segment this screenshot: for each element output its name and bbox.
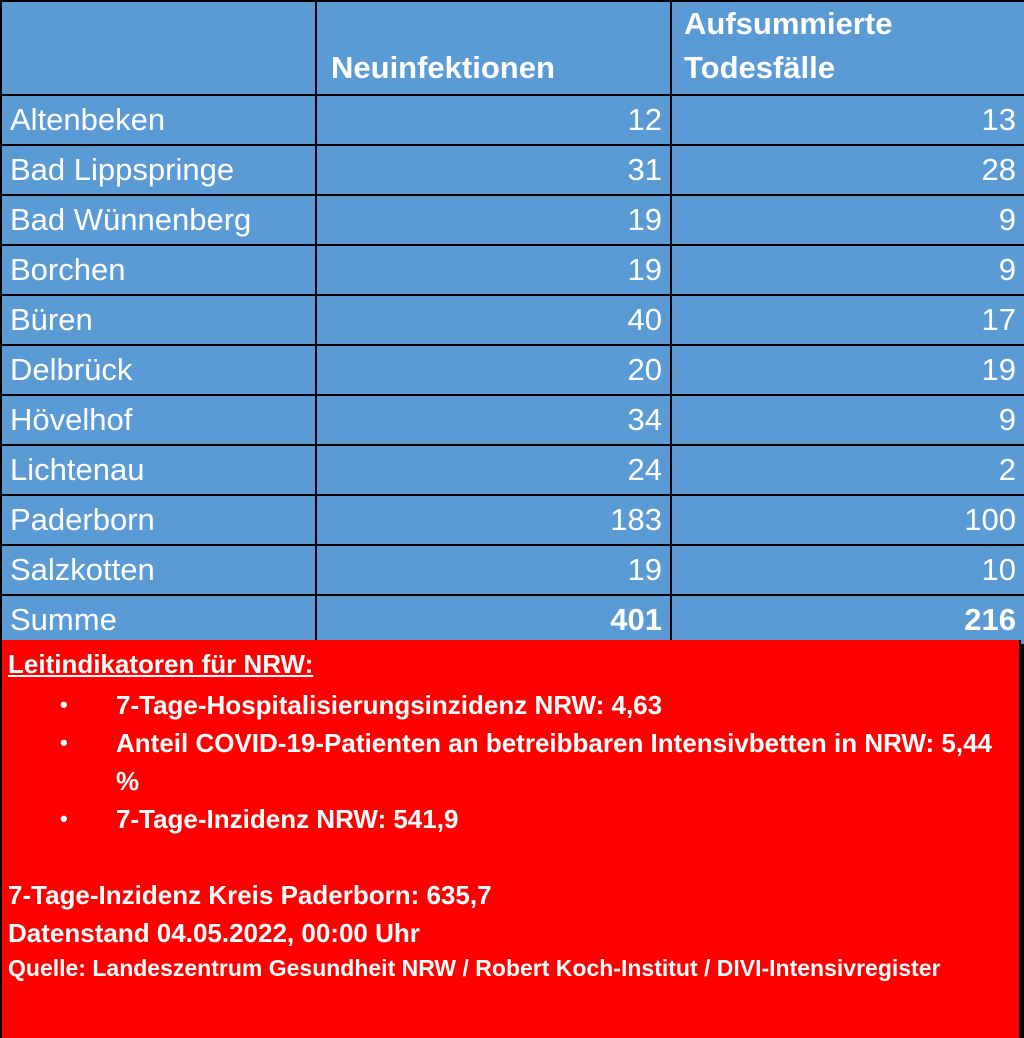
spacer: [8, 838, 1013, 876]
table-row: [1, 395, 1024, 445]
table-header-row: [1, 1, 1024, 95]
table-row: [1, 195, 1024, 245]
indicator-list: [8, 686, 1013, 838]
header-district: [1, 1, 316, 95]
sum-todesfaelle: 216: [671, 595, 1024, 645]
neuinfektionen-value: 34: [316, 395, 671, 445]
district-name: Büren: [1, 295, 316, 345]
kreis-inzidenz: 7-Tage-Inzidenz Kreis Paderborn: 635,7: [8, 880, 492, 910]
table-row: [1, 345, 1024, 395]
district-name: Altenbeken: [1, 95, 316, 145]
header-neuinfektionen: Neuinfektionen: [316, 1, 671, 95]
datenstand: Datenstand 04.05.2022, 00:00 Uhr: [8, 918, 420, 948]
todesfaelle-value: 100: [671, 495, 1024, 545]
bullet-icon: •: [60, 806, 68, 831]
table-row: [1, 495, 1024, 545]
todesfaelle-value: 13: [671, 95, 1024, 145]
list-item: [8, 686, 1013, 724]
todesfaelle-value: 2: [671, 445, 1024, 495]
bullet-icon: •: [60, 730, 68, 755]
district-name: Lichtenau: [1, 445, 316, 495]
bullet-icon: •: [60, 692, 68, 717]
district-name: Bad Wünnenberg: [1, 195, 316, 245]
neuinfektionen-value: 40: [316, 295, 671, 345]
neuinfektionen-value: 19: [316, 195, 671, 245]
header-todesfaelle: Aufsummierte Todesfälle: [671, 1, 1024, 95]
todesfaelle-value: 9: [671, 195, 1024, 245]
district-name: Paderborn: [1, 495, 316, 545]
table-row: [1, 145, 1024, 195]
neuinfektionen-value: 20: [316, 345, 671, 395]
neuinfektionen-value: 19: [316, 245, 671, 295]
indicator-intensivbetten: Anteil COVID-19-Patienten an betreibbaren Intensivbetten in NRW: 5,44 %: [116, 728, 992, 796]
sum-label: Summe: [1, 595, 316, 645]
district-name: Hövelhof: [1, 395, 316, 445]
district-name: Borchen: [1, 245, 316, 295]
todesfaelle-value: 17: [671, 295, 1024, 345]
list-item: [8, 800, 1013, 838]
district-name: Salzkotten: [1, 545, 316, 595]
todesfaelle-value: 9: [671, 395, 1024, 445]
neuinfektionen-value: 12: [316, 95, 671, 145]
district-name: Bad Lippspringe: [1, 145, 316, 195]
neuinfektionen-value: 24: [316, 445, 671, 495]
table-row: [1, 245, 1024, 295]
district-name: Delbrück: [1, 345, 316, 395]
todesfaelle-value: 10: [671, 545, 1024, 595]
todesfaelle-value: 28: [671, 145, 1024, 195]
source-note: Quelle: Landeszentrum Gesundheit NRW / Robert Koch-Institut / DIVI-Intensivregister: [8, 955, 941, 981]
indicator-hospitalisierung: 7-Tage-Hospitalisierungsinzidenz NRW: 4,63: [116, 690, 663, 720]
table-row: [1, 545, 1024, 595]
neuinfektionen-value: 183: [316, 495, 671, 545]
table-row: [1, 445, 1024, 495]
sum-neuinfektionen: 401: [316, 595, 671, 645]
todesfaelle-value: 19: [671, 345, 1024, 395]
indicator-heading: Leitindikatoren für NRW:: [8, 649, 314, 679]
list-item: [8, 724, 1013, 800]
table-row: [1, 295, 1024, 345]
todesfaelle-value: 9: [671, 245, 1024, 295]
indicator-box: [0, 640, 1021, 1038]
table-sum-row: [1, 595, 1024, 645]
neuinfektionen-value: 31: [316, 145, 671, 195]
indicator-inzidenz-nrw: 7-Tage-Inzidenz NRW: 541,9: [116, 804, 459, 834]
neuinfektionen-value: 19: [316, 545, 671, 595]
table-row: [1, 95, 1024, 145]
